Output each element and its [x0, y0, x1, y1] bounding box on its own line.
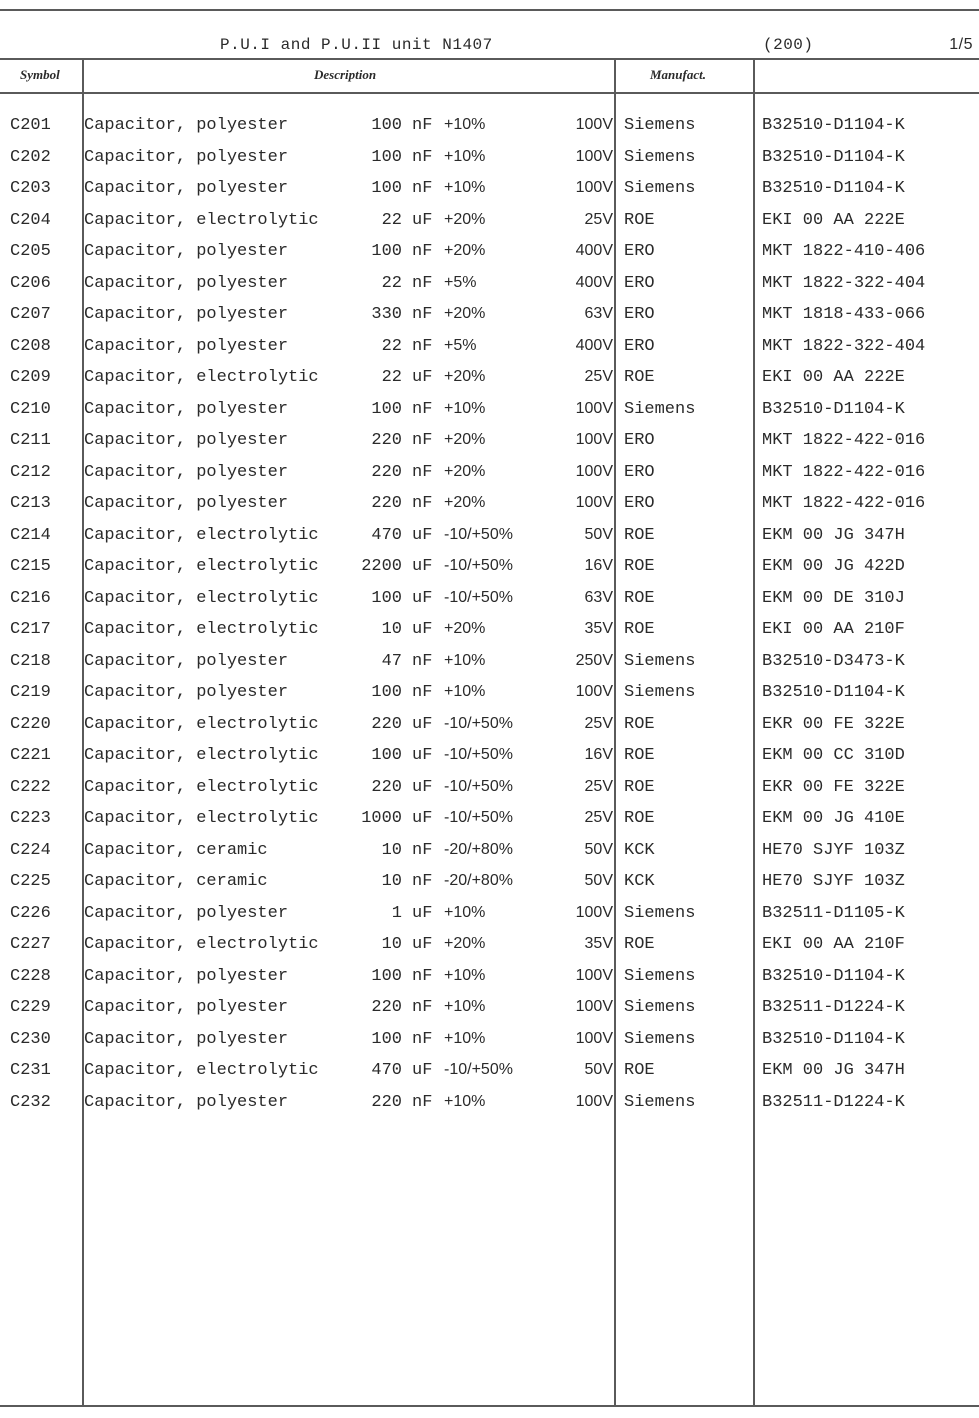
row-tolerance: +20%	[444, 242, 486, 259]
row-part-number: EKI 00 AA 222E	[762, 210, 905, 230]
row-symbol: C225	[10, 872, 51, 891]
row-value: 330	[371, 305, 402, 324]
row-voltage: 100V	[575, 179, 613, 196]
row-part-number: EKI 00 AA 222E	[762, 368, 905, 387]
row-symbol: C210	[10, 399, 51, 419]
row-value: 22	[381, 368, 402, 387]
row-value: 2200	[361, 557, 402, 576]
row-tolerance: +10%	[444, 998, 486, 1015]
row-symbol: C209	[10, 368, 51, 387]
row-description: Capacitor, polyester	[84, 179, 289, 198]
row-part-number: EKM 00 JG 347H	[762, 525, 905, 545]
row-description: Capacitor, polyester	[84, 336, 289, 356]
row-value: 1	[391, 903, 402, 923]
row-part-number: EKR 00 FE 322E	[762, 777, 905, 797]
row-voltage: 16V	[584, 557, 613, 574]
row-part-number: B32511-D1224-K	[762, 998, 905, 1017]
row-tolerance: +5%	[444, 336, 477, 354]
table-row	[0, 998, 979, 1029]
row-symbol: C204	[10, 210, 51, 230]
row-part-number: EKM 00 JG 422D	[762, 557, 905, 576]
row-unit: nF	[412, 872, 433, 891]
row-unit: nF	[412, 494, 433, 513]
row-symbol: C214	[10, 525, 51, 545]
document-code: (200)	[763, 36, 814, 54]
row-symbol: C228	[10, 966, 51, 986]
row-unit: uF	[412, 620, 433, 639]
row-unit: uF	[412, 210, 433, 230]
row-manufacturer: Siemens	[624, 1029, 696, 1049]
row-tolerance: +10%	[444, 147, 486, 165]
row-part-number: B32510-D1104-K	[762, 147, 905, 167]
row-voltage: 100V	[575, 683, 613, 700]
row-voltage: 100V	[575, 1029, 613, 1047]
row-manufacturer: ERO	[624, 242, 655, 261]
row-part-number: HE70 SJYF 103Z	[762, 840, 905, 860]
row-symbol: C220	[10, 714, 51, 734]
table-row	[0, 431, 979, 462]
column-header-symbol: Symbol	[20, 67, 60, 82]
row-voltage: 400V	[575, 336, 613, 354]
table-row	[0, 337, 979, 368]
row-description: Capacitor, electrolytic	[84, 777, 319, 797]
table-row	[0, 872, 979, 903]
table-row	[0, 967, 979, 998]
table-row	[0, 809, 979, 840]
row-description: Capacitor, polyester	[84, 116, 289, 135]
row-symbol: C226	[10, 903, 51, 923]
row-part-number: B32510-D1104-K	[762, 179, 905, 198]
row-description: Capacitor, polyester	[84, 147, 289, 167]
row-description: Capacitor, electrolytic	[84, 935, 319, 954]
row-part-number: B32510-D1104-K	[762, 1029, 905, 1049]
row-part-number: MKT 1822-422-016	[762, 494, 926, 513]
row-unit: nF	[412, 966, 433, 986]
row-value: 220	[371, 462, 402, 482]
row-manufacturer: ROE	[624, 525, 655, 545]
table-row	[0, 1061, 979, 1092]
row-value: 22	[381, 336, 402, 356]
row-part-number: B32510-D1104-K	[762, 683, 905, 702]
row-part-number: EKM 00 JG 347H	[762, 1061, 905, 1080]
row-part-number: B32511-D1224-K	[762, 1092, 905, 1112]
row-part-number: MKT 1822-410-406	[762, 242, 926, 261]
row-tolerance: +10%	[444, 903, 486, 921]
row-unit: nF	[412, 147, 433, 167]
row-tolerance: +20%	[444, 935, 486, 952]
header-rule	[0, 58, 979, 60]
row-value: 220	[371, 714, 402, 734]
row-description: Capacitor, electrolytic	[84, 714, 319, 734]
row-description: Capacitor, electrolytic	[84, 210, 319, 230]
row-description: Capacitor, polyester	[84, 431, 289, 450]
row-manufacturer: ROE	[624, 1061, 655, 1080]
row-voltage: 250V	[575, 651, 613, 669]
row-manufacturer: ERO	[624, 305, 655, 324]
row-voltage: 16V	[584, 746, 613, 763]
row-manufacturer: ERO	[624, 462, 655, 482]
row-voltage: 50V	[584, 525, 613, 543]
row-unit: nF	[412, 1029, 433, 1049]
row-value: 100	[371, 588, 402, 608]
row-voltage: 25V	[584, 368, 613, 385]
row-manufacturer: Siemens	[624, 651, 696, 671]
row-voltage: 35V	[584, 620, 613, 637]
table-row	[0, 494, 979, 525]
row-part-number: EKR 00 FE 322E	[762, 714, 905, 734]
row-description: Capacitor, polyester	[84, 998, 289, 1017]
row-tolerance: +10%	[444, 1092, 486, 1110]
row-part-number: B32510-D3473-K	[762, 651, 905, 671]
table-row	[0, 400, 979, 431]
row-value: 470	[371, 1061, 402, 1080]
row-value: 47	[381, 651, 402, 671]
row-part-number: EKM 00 JG 410E	[762, 809, 905, 828]
row-tolerance: +20%	[444, 620, 486, 637]
row-tolerance: -10/+50%	[444, 746, 513, 763]
table-row	[0, 652, 979, 683]
row-manufacturer: ERO	[624, 494, 655, 513]
row-symbol: C201	[10, 116, 51, 135]
table-row	[0, 368, 979, 399]
row-value: 100	[371, 399, 402, 419]
table-row	[0, 179, 979, 210]
row-part-number: EKI 00 AA 210F	[762, 620, 905, 639]
row-unit: nF	[412, 179, 433, 198]
row-unit: nF	[412, 462, 433, 482]
row-part-number: B32510-D1104-K	[762, 116, 905, 135]
row-tolerance: +5%	[444, 273, 477, 291]
row-manufacturer: Siemens	[624, 1092, 696, 1112]
row-unit: uF	[412, 1061, 433, 1080]
row-tolerance: +20%	[444, 462, 486, 480]
row-tolerance: -10/+50%	[444, 777, 513, 795]
row-description: Capacitor, polyester	[84, 305, 289, 324]
row-value: 220	[371, 1092, 402, 1112]
row-value: 22	[381, 273, 402, 293]
row-symbol: C229	[10, 998, 51, 1017]
row-symbol: C222	[10, 777, 51, 797]
row-part-number: MKT 1822-422-016	[762, 431, 926, 450]
table-row	[0, 148, 979, 179]
row-part-number: MKT 1822-322-404	[762, 273, 926, 293]
row-description: Capacitor, polyester	[84, 966, 289, 986]
row-symbol: C219	[10, 683, 51, 702]
row-manufacturer: ROE	[624, 809, 655, 828]
row-description: Capacitor, polyester	[84, 242, 289, 261]
row-symbol: C224	[10, 840, 51, 860]
row-tolerance: -10/+50%	[444, 525, 513, 543]
row-symbol: C231	[10, 1061, 51, 1080]
row-description: Capacitor, electrolytic	[84, 557, 319, 576]
table-row	[0, 746, 979, 777]
row-voltage: 100V	[575, 998, 613, 1015]
row-symbol: C203	[10, 179, 51, 198]
row-voltage: 50V	[584, 840, 613, 858]
row-unit: nF	[412, 683, 433, 702]
row-symbol: C217	[10, 620, 51, 639]
row-voltage: 25V	[584, 210, 613, 228]
row-manufacturer: ROE	[624, 746, 655, 765]
row-value: 220	[371, 431, 402, 450]
row-value: 10	[381, 872, 402, 891]
top-rule	[0, 9, 979, 11]
row-description: Capacitor, polyester	[84, 462, 289, 482]
row-description: Capacitor, ceramic	[84, 872, 268, 891]
row-voltage: 100V	[575, 966, 613, 984]
row-description: Capacitor, polyester	[84, 494, 289, 513]
row-manufacturer: ROE	[624, 210, 655, 230]
row-part-number: B32511-D1105-K	[762, 903, 905, 923]
table-row	[0, 1093, 979, 1124]
row-unit: nF	[412, 431, 433, 450]
row-value: 22	[381, 210, 402, 230]
row-symbol: C232	[10, 1092, 51, 1112]
row-value: 1000	[361, 809, 402, 828]
row-manufacturer: Siemens	[624, 179, 696, 198]
table-row	[0, 557, 979, 588]
row-voltage: 100V	[575, 462, 613, 480]
table-row	[0, 935, 979, 966]
row-voltage: 100V	[575, 399, 613, 417]
row-tolerance: -10/+50%	[444, 557, 513, 574]
table-row	[0, 305, 979, 336]
row-tolerance: -10/+50%	[444, 809, 513, 826]
row-value: 470	[371, 525, 402, 545]
row-voltage: 63V	[584, 588, 613, 606]
row-tolerance: +10%	[444, 683, 486, 700]
row-unit: uF	[412, 368, 433, 387]
row-tolerance: -10/+50%	[444, 588, 513, 606]
row-manufacturer: KCK	[624, 872, 655, 891]
table-row	[0, 904, 979, 935]
table-row	[0, 116, 979, 147]
row-voltage: 400V	[575, 273, 613, 291]
row-unit: nF	[412, 305, 433, 324]
table-row	[0, 683, 979, 714]
row-tolerance: +20%	[444, 368, 486, 385]
row-description: Capacitor, electrolytic	[84, 588, 319, 608]
row-symbol: C202	[10, 147, 51, 167]
row-part-number: MKT 1818-433-066	[762, 305, 926, 324]
row-description: Capacitor, polyester	[84, 1092, 289, 1112]
row-part-number: B32510-D1104-K	[762, 966, 905, 986]
row-part-number: MKT 1822-322-404	[762, 336, 926, 356]
row-voltage: 100V	[575, 1092, 613, 1110]
row-description: Capacitor, electrolytic	[84, 368, 319, 387]
row-description: Capacitor, electrolytic	[84, 620, 319, 639]
row-tolerance: +20%	[444, 210, 486, 228]
row-description: Capacitor, polyester	[84, 903, 289, 923]
row-symbol: C216	[10, 588, 51, 608]
row-unit: uF	[412, 714, 433, 734]
row-part-number: EKM 00 DE 310J	[762, 588, 905, 608]
row-manufacturer: ERO	[624, 273, 655, 293]
row-manufacturer: Siemens	[624, 147, 696, 167]
row-voltage: 100V	[575, 116, 613, 133]
row-part-number: EKM 00 CC 310D	[762, 746, 905, 765]
row-tolerance: +20%	[444, 305, 486, 322]
row-unit: uF	[412, 903, 433, 923]
row-unit: nF	[412, 651, 433, 671]
row-manufacturer: ROE	[624, 777, 655, 797]
row-manufacturer: Siemens	[624, 683, 696, 702]
table-row	[0, 778, 979, 809]
row-description: Capacitor, polyester	[84, 273, 289, 293]
row-description: Capacitor, polyester	[84, 399, 289, 419]
row-voltage: 100V	[575, 903, 613, 921]
row-manufacturer: ERO	[624, 336, 655, 356]
row-part-number: B32510-D1104-K	[762, 399, 905, 419]
row-tolerance: -10/+50%	[444, 1061, 513, 1078]
row-voltage: 50V	[584, 872, 613, 889]
row-description: Capacitor, polyester	[84, 651, 289, 671]
row-tolerance: +10%	[444, 651, 486, 669]
row-voltage: 400V	[575, 242, 613, 259]
row-tolerance: +20%	[444, 431, 486, 448]
row-value: 10	[381, 620, 402, 639]
row-value: 10	[381, 935, 402, 954]
row-unit: uF	[412, 557, 433, 576]
table-row	[0, 274, 979, 305]
row-unit: nF	[412, 1092, 433, 1112]
row-symbol: C221	[10, 746, 51, 765]
row-tolerance: -20/+80%	[444, 872, 513, 889]
row-value: 100	[371, 116, 402, 135]
row-value: 100	[371, 966, 402, 986]
row-manufacturer: ROE	[624, 935, 655, 954]
bottom-rule	[0, 1405, 979, 1407]
row-manufacturer: Siemens	[624, 966, 696, 986]
row-value: 100	[371, 179, 402, 198]
row-tolerance: +10%	[444, 966, 486, 984]
row-tolerance: +10%	[444, 399, 486, 417]
row-value: 100	[371, 242, 402, 261]
row-value: 100	[371, 683, 402, 702]
row-unit: nF	[412, 116, 433, 135]
row-unit: nF	[412, 998, 433, 1017]
row-unit: uF	[412, 777, 433, 797]
row-description: Capacitor, polyester	[84, 1029, 289, 1049]
row-manufacturer: ROE	[624, 557, 655, 576]
row-unit: uF	[412, 809, 433, 828]
row-manufacturer: ROE	[624, 588, 655, 608]
row-manufacturer: ROE	[624, 368, 655, 387]
row-manufacturer: ROE	[624, 620, 655, 639]
row-voltage: 25V	[584, 714, 613, 732]
row-tolerance: +10%	[444, 1029, 486, 1047]
row-manufacturer: Siemens	[624, 903, 696, 923]
row-value: 220	[371, 494, 402, 513]
column-header-rule	[0, 92, 979, 94]
table-row	[0, 715, 979, 746]
row-manufacturer: Siemens	[624, 399, 696, 419]
row-manufacturer: ROE	[624, 714, 655, 734]
row-tolerance: -10/+50%	[444, 714, 513, 732]
row-unit: nF	[412, 399, 433, 419]
row-voltage: 25V	[584, 809, 613, 826]
row-symbol: C227	[10, 935, 51, 954]
document-title: P.U.I and P.U.II unit N1407	[220, 36, 493, 54]
row-voltage: 100V	[575, 494, 613, 511]
row-unit: uF	[412, 588, 433, 608]
row-manufacturer: Siemens	[624, 116, 696, 135]
column-header-description: Description	[314, 67, 377, 82]
row-value: 100	[371, 1029, 402, 1049]
row-symbol: C230	[10, 1029, 51, 1049]
row-unit: uF	[412, 525, 433, 545]
row-symbol: C223	[10, 809, 51, 828]
table-row	[0, 463, 979, 494]
row-manufacturer: KCK	[624, 840, 655, 860]
row-tolerance: +10%	[444, 179, 486, 196]
row-value: 220	[371, 998, 402, 1017]
row-description: Capacitor, electrolytic	[84, 809, 319, 828]
row-description: Capacitor, electrolytic	[84, 746, 319, 765]
row-symbol: C206	[10, 273, 51, 293]
row-voltage: 35V	[584, 935, 613, 952]
row-description: Capacitor, ceramic	[84, 840, 268, 860]
row-symbol: C218	[10, 651, 51, 671]
row-voltage: 50V	[584, 1061, 613, 1078]
row-description: Capacitor, electrolytic	[84, 525, 319, 545]
table-row	[0, 211, 979, 242]
row-symbol: C207	[10, 305, 51, 324]
row-manufacturer: ERO	[624, 431, 655, 450]
row-value: 100	[371, 147, 402, 167]
row-unit: nF	[412, 840, 433, 860]
column-header-manufacturer: Manufact.	[650, 67, 706, 82]
row-voltage: 100V	[575, 431, 613, 448]
row-unit: uF	[412, 746, 433, 765]
row-symbol: C215	[10, 557, 51, 576]
row-part-number: MKT 1822-422-016	[762, 462, 926, 482]
row-value: 10	[381, 840, 402, 860]
row-unit: uF	[412, 935, 433, 954]
table-row	[0, 589, 979, 620]
row-unit: nF	[412, 242, 433, 261]
row-tolerance: +10%	[444, 116, 486, 133]
row-manufacturer: Siemens	[624, 998, 696, 1017]
table-row	[0, 526, 979, 557]
table-row	[0, 620, 979, 651]
row-value: 220	[371, 777, 402, 797]
page-number: 1/5	[949, 36, 973, 53]
row-voltage: 100V	[575, 147, 613, 165]
row-tolerance: +20%	[444, 494, 486, 511]
row-unit: nF	[412, 336, 433, 356]
row-symbol: C211	[10, 431, 51, 450]
row-voltage: 63V	[584, 305, 613, 322]
row-symbol: C205	[10, 242, 51, 261]
table-row	[0, 1030, 979, 1061]
row-symbol: C212	[10, 462, 51, 482]
row-value: 100	[371, 746, 402, 765]
row-symbol: C208	[10, 336, 51, 356]
row-symbol: C213	[10, 494, 51, 513]
row-part-number: EKI 00 AA 210F	[762, 935, 905, 954]
row-description: Capacitor, electrolytic	[84, 1061, 319, 1080]
row-description: Capacitor, polyester	[84, 683, 289, 702]
row-voltage: 25V	[584, 777, 613, 795]
row-part-number: HE70 SJYF 103Z	[762, 872, 905, 891]
row-unit: nF	[412, 273, 433, 293]
row-tolerance: -20/+80%	[444, 840, 513, 858]
table-row	[0, 242, 979, 273]
table-row	[0, 841, 979, 872]
